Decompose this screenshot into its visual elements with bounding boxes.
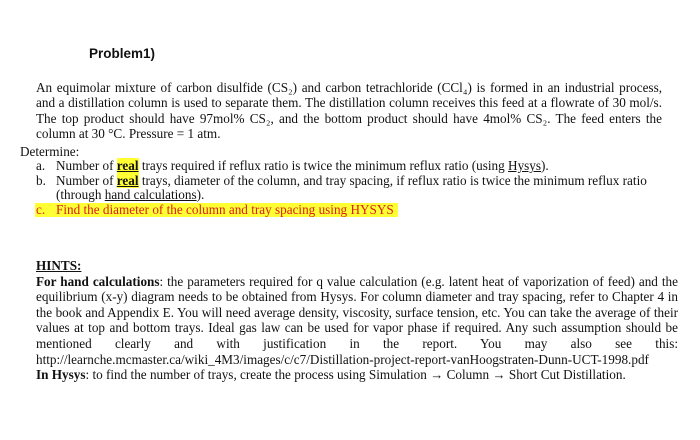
question-list [20, 159, 680, 217]
highlight-real: real [116, 158, 139, 173]
hysys-label: In Hysys [36, 367, 86, 383]
item-text-highlighted: Find the diameter of the column and tray spacing using HYSYS [56, 201, 394, 217]
highlight-real: real [116, 172, 139, 188]
item-text-pre: Number of [56, 172, 117, 188]
hysys-link[interactable]: Hysys [508, 158, 542, 173]
problem-statement: An equimolar mixture of carbon disulfide (CS₂) and carbon tetrachloride (CCl₄) is formed in an industrial process, and a distillation column is used to separate them. The distillation column receives this feed at a flowrate of 30 mol/s. The top product should have 97mol% CS₂, and the bottom product should have 4mol% CS₂. The feed enters the column at 30 °C. Pressure = 1 atm. [36, 80, 662, 142]
item-text-post: ). [196, 187, 205, 203]
hand-calc-hint [36, 274, 678, 368]
list-item-b [20, 174, 680, 203]
item-text [35, 174, 680, 203]
hysys-hint [36, 367, 678, 383]
determine-label: Determine: [20, 144, 80, 159]
item-text-mid: trays required if reflux ratio is twice the minimum reflux ratio (using [138, 158, 509, 173]
item-text-post: ). [541, 158, 549, 173]
list-item-a [20, 159, 680, 174]
item-marker: c. [36, 201, 46, 217]
item-marker: b. [36, 172, 46, 188]
hysys-text: : to find the number of trays, create the process using Simulation → Column → Short Cut Distillation. [85, 367, 626, 383]
list-item-c [20, 203, 680, 218]
item-text-mid: trays, diameter of the column, and tray spacing, if reflux ratio is twice the minimum reflux ratio (through [56, 172, 647, 203]
hand-calc-label: For hand calculations [36, 273, 160, 289]
hints-title: HINTS: [36, 258, 82, 273]
problem-title: Problem1) [89, 46, 156, 61]
item-marker: a. [36, 158, 46, 173]
hints-section [36, 258, 678, 383]
item-text [35, 159, 680, 174]
hand-calculations-link[interactable]: hand calculations [104, 187, 197, 203]
item-text-pre: Number of [56, 158, 117, 173]
hand-calc-text: : the parameters required for q value calculation (e.g. latent heat of vaporization of feed) and the equilibrium (x-y) diagram needs to be obtained from Hysys. For column diameter and tray spacing, refer to Chapter 4 in the book and Appendix E. You will need average density, viscosity, surface tension, etc. You can take the average of their values at top and bottom trays. Ideal gas law can be used for vapor phase if required. Any such assumption should be mentioned clearly and with justification in the report. You may also see this: http://learnche.mcmaster.ca/wiki_4M3/images/c/c7/Distillation-project-report-vanHoogstraten-Dunn-UCT-1998.pdf [36, 273, 678, 367]
